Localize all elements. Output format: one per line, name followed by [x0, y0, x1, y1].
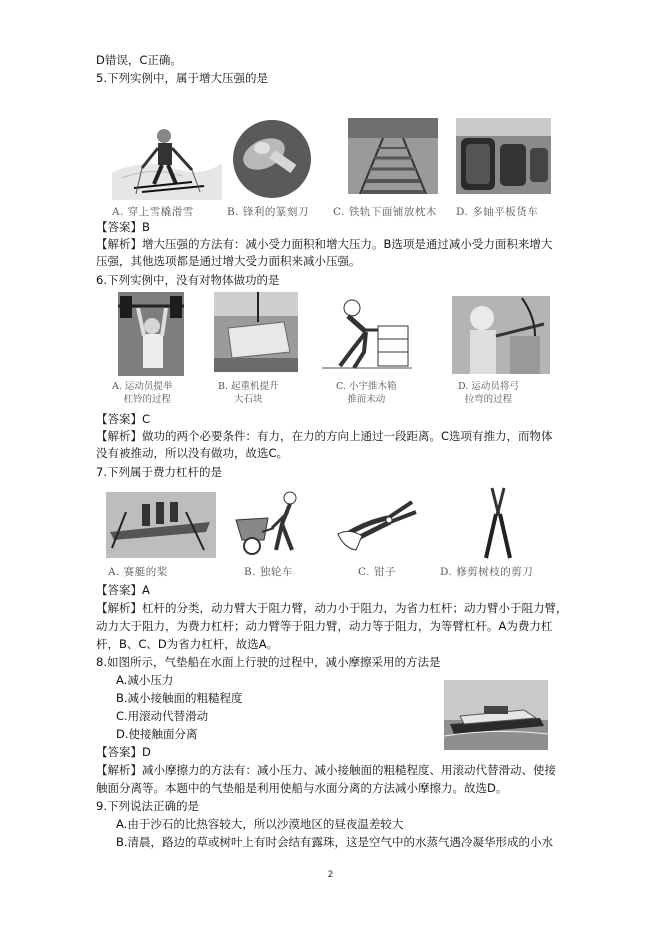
q6-option-d [458, 380, 519, 406]
q5-option-b: B. 锋利的篆刻刀 [227, 206, 309, 218]
pruning-shears-illustration [476, 486, 520, 560]
caption-line: 杠铃的过程 [123, 394, 171, 405]
answer-7: 【答案】A [96, 583, 150, 597]
carving-knife-photo [232, 118, 312, 200]
q9-option-a: A.由于沙石的比热容较大，所以沙漠地区的昼夜温差较大 [116, 817, 404, 831]
crane-lifting-rock-photo [214, 292, 298, 372]
explanation-8: 【解析】减小摩擦力的方法有：减小压力、减小接触面的粗糙程度、用滚动代替滑动、使接 [96, 763, 556, 777]
answer-8: 【答案】D [96, 745, 151, 759]
caption-line: C. 小宇推木箱 [336, 381, 397, 392]
caption-line: A. 运动员提举 [112, 381, 173, 392]
q7-option-b: B. 独轮车 [244, 566, 293, 578]
pliers-illustration [336, 492, 426, 558]
explanation-7-cont: 动力大于阻力，为费力杠杆；动力臂等于阻力臂，动力等于阻力，为等臂杠杆。A为费力杠 [96, 619, 553, 633]
caption-line: 推而未动 [347, 394, 386, 405]
archer-photo [452, 296, 550, 374]
railway-track-photo [348, 118, 438, 194]
weightlifter-photo [118, 292, 184, 376]
explanation-6: 【解析】做功的两个必要条件：有力，在力的方向上通过一段距离。C选项有推力，而物体 [96, 429, 553, 443]
answer-6: 【答案】C [96, 412, 151, 426]
explanation-7-cont: 杆，B、C、D为省力杠杆，故选A。 [96, 637, 279, 651]
q6-option-b [218, 380, 279, 406]
caption-line: 大石块 [234, 394, 263, 405]
rowing-boat-photo [106, 492, 216, 558]
explanation-5: 【解析】增大压强的方法有：减小受力面积和增大压力。B选项是通过减小受力面积来增大 [96, 237, 553, 251]
answer-5: 【答案】B [96, 220, 150, 234]
skiing-illustration [112, 118, 222, 200]
q8-option-c: C.用滚动代替滑动 [116, 709, 209, 723]
question-8: 8.如图所示，气垫船在水面上行驶的过程中，减小摩擦采用的方法是 [96, 655, 441, 669]
explanation-7: 【解析】杠杆的分类，动力臂大于阻力臂，动力小于阻力，为省力杠杆；动力臂小于阻力臂， [96, 601, 568, 615]
q5-option-a: A. 穿上雪橇滑雪 [112, 206, 194, 218]
question-5: 5.下列实例中，属于增大压强的是 [96, 71, 268, 85]
q9-option-b: B.清晨，路边的草或树叶上有时会结有露珠，这是空气中的水蒸气遇冷凝华形成的小水 [116, 835, 554, 849]
q7-option-a: A. 赛艇的桨 [108, 566, 168, 578]
explanation-5-cont: 压强，其他选项都是通过增大受力面积来减小压强。 [96, 254, 361, 268]
q8-option-d: D.使接触面分离 [116, 727, 198, 741]
q8-option-a: A.减小压力 [116, 673, 174, 687]
hovercraft-photo [444, 680, 548, 750]
question-9: 9.下列说法正确的是 [96, 799, 199, 813]
q5-option-d: D. 多轴平板货车 [456, 206, 539, 218]
wheelbarrow-illustration [232, 490, 312, 558]
q5-option-c: C. 铁轨下面铺放枕木 [333, 206, 437, 218]
q8-option-b: B.减小接触面的粗糙程度 [116, 691, 243, 705]
caption-line: B. 起重机提升 [218, 381, 279, 392]
q7-option-c: C. 钳子 [358, 566, 396, 578]
text-line: D错误，C正确。 [96, 53, 182, 67]
q6-option-a [112, 380, 172, 406]
truck-wheels-photo [456, 118, 551, 194]
page-number: 2 [327, 870, 334, 880]
q7-option-d: D. 修剪树枝的剪刀 [440, 566, 534, 578]
caption-line: D. 运动员将弓 [458, 381, 519, 392]
explanation-6-cont: 没有被推动，所以没有做功，故选C。 [96, 446, 289, 460]
q6-option-c [336, 380, 396, 406]
question-7: 7.下列属于费力杠杆的是 [96, 465, 222, 479]
caption-line: 拉弯的过程 [464, 394, 513, 405]
explanation-8-cont: 触面分离等。本题中的气垫船是利用使船与水面分离的方法减小摩擦力。故选D。 [96, 781, 508, 795]
pushing-box-illustration [322, 296, 412, 372]
question-6: 6.下列实例中，没有对物体做功的是 [96, 273, 280, 287]
